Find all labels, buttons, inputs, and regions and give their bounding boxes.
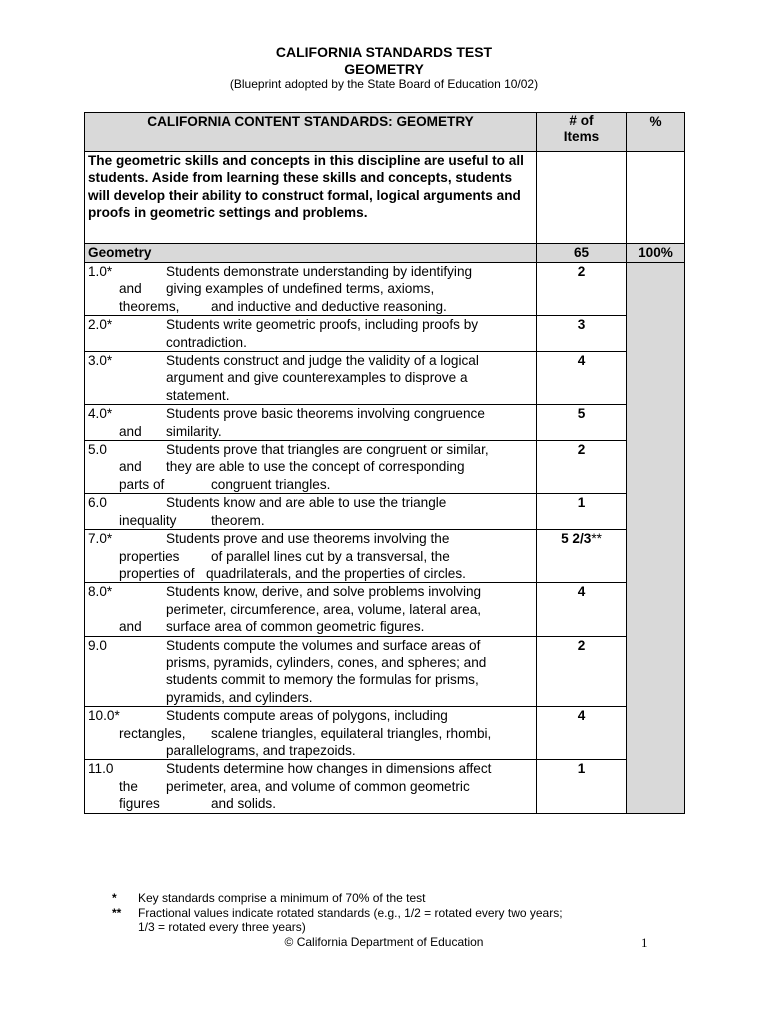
standard-cell <box>85 494 537 530</box>
standard-line: perimeter, area, and volume of common geometric <box>166 778 470 794</box>
standard-cell <box>85 316 537 352</box>
standard-line: students commit to memory the formulas for prisms, <box>166 672 479 688</box>
standard-line-wrap <box>88 565 533 582</box>
standard-line: Students compute the volumes and surface areas of <box>166 637 481 653</box>
standard-cell <box>85 583 537 636</box>
standard-line: Students know and are able to use the triangle <box>166 495 447 511</box>
standard-line: perimeter, circumference, area, volume, lateral area, <box>166 601 482 617</box>
standard-line: argument and give counterexamples to disprove a <box>166 370 468 386</box>
standard-id: 3.0* <box>88 353 113 369</box>
table-row <box>85 760 685 813</box>
standard-lead <box>88 334 166 351</box>
standard-lead <box>88 369 166 386</box>
standard-lead <box>88 671 166 688</box>
standard-items: 2 <box>537 636 627 707</box>
footnote-rotated-standards <box>112 906 563 920</box>
standard-line-wrap <box>88 795 533 812</box>
standard-lead: theorems, <box>119 298 180 314</box>
standard-line: parallelograms, and trapezoids. <box>166 742 356 758</box>
standard-line-wrap <box>88 476 533 493</box>
table-row <box>85 441 685 494</box>
standard-lead: properties <box>119 548 180 564</box>
standard-items: 3 <box>537 316 627 352</box>
items-column-header <box>537 113 627 152</box>
standard-line: surface area of common geometric figures. <box>166 619 425 635</box>
test-title: CALIFORNIA STANDARDS TEST <box>275 44 493 60</box>
standard-line: contradiction. <box>166 334 247 350</box>
table-header-row <box>85 113 685 152</box>
standard-line: giving examples of undefined terms, axioms, <box>166 281 435 297</box>
standard-id: 5.0 <box>88 442 107 458</box>
standard-line: Students know, derive, and solve problems involving <box>166 584 482 600</box>
standard-lead: properties of <box>119 565 195 581</box>
standard-line: pyramids, and cylinders. <box>166 689 313 705</box>
blueprint-table <box>84 112 685 814</box>
standard-line: Students construct and judge the validity of a logical <box>166 353 479 369</box>
standard-line: statement. <box>166 387 230 403</box>
items-header-line2: Items <box>563 129 600 144</box>
table-row <box>85 352 685 405</box>
standard-id: 6.0 <box>88 495 107 511</box>
items-footnote-mark: ** <box>591 531 602 547</box>
footnote-rotated-continued: 1/3 = rotated every three years) <box>138 920 306 934</box>
items-value: 5 2/3 <box>561 531 592 547</box>
standard-id: 9.0 <box>88 637 107 653</box>
standard-line: Students compute areas of polygons, including <box>166 708 448 724</box>
standard-cell <box>85 760 537 813</box>
standard-id: 7.0* <box>88 531 113 547</box>
table-row <box>85 530 685 583</box>
standard-lead: and <box>119 281 142 297</box>
standard-lead <box>88 654 166 671</box>
standard-line: Students prove that triangles are congruent or similar, <box>166 442 489 458</box>
percent-shaded-cell <box>627 263 685 814</box>
blueprint-note: (Blueprint adopted by the State Board of Education 10/02) <box>229 77 539 91</box>
standard-lead <box>88 601 166 618</box>
footnote-key-standards <box>112 891 425 905</box>
table-row <box>85 494 685 530</box>
table-row <box>85 316 685 352</box>
footnote-text: Key standards comprise a minimum of 70% of the test <box>138 891 426 905</box>
standard-line: prisms, pyramids, cylinders, cones, and spheres; and <box>166 654 487 670</box>
standard-id: 8.0* <box>88 584 113 600</box>
standard-cell <box>85 530 537 583</box>
standard-lead: and <box>119 619 142 635</box>
table-row <box>85 707 685 760</box>
standard-items: 1 <box>537 760 627 813</box>
test-subject: GEOMETRY <box>344 61 424 77</box>
standard-line: of parallel lines cut by a transversal, the <box>211 548 450 564</box>
section-percent: 100% <box>627 244 685 263</box>
standard-lead <box>88 689 166 706</box>
standard-cell <box>85 405 537 441</box>
table-row <box>85 583 685 636</box>
standard-line: they are able to use the concept of corresponding <box>166 459 465 475</box>
standard-items: 1 <box>537 494 627 530</box>
footnote-text: Fractional values indicate rotated standards (e.g., 1/2 = rotated every two years; <box>138 906 563 920</box>
section-name: Geometry <box>85 244 537 263</box>
table-row <box>85 636 685 707</box>
items-header-line1: # of <box>569 113 594 128</box>
standard-cell <box>85 441 537 494</box>
standard-lead <box>88 742 166 759</box>
standard-items: 4 <box>537 352 627 405</box>
standard-cell <box>85 707 537 760</box>
standard-line: Students write geometric proofs, including proofs by <box>166 317 479 333</box>
standard-id: 11.0 <box>88 761 114 777</box>
copyright-notice: © California Department of Education <box>284 935 484 949</box>
standard-lead: and <box>119 459 142 475</box>
standard-id: 4.0* <box>88 406 113 422</box>
standard-line: congruent triangles. <box>211 476 331 492</box>
document-header <box>0 44 768 92</box>
standard-line: and solids. <box>211 796 276 812</box>
standard-items <box>537 530 627 583</box>
standard-id: 2.0* <box>88 317 113 333</box>
intro-percent-cell <box>627 152 685 244</box>
section-items: 65 <box>537 244 627 263</box>
standard-line: quadrilaterals, and the properties of circles. <box>206 565 466 581</box>
standard-lead: figures <box>119 796 160 812</box>
standard-line: theorem. <box>211 512 265 528</box>
standard-id: 10.0* <box>88 708 120 724</box>
standard-lead: the <box>119 778 138 794</box>
standard-lead: and <box>119 423 142 439</box>
standard-cell <box>85 352 537 405</box>
standard-lead: inequality <box>119 512 177 528</box>
standard-lead: parts of <box>119 476 165 492</box>
standard-line-wrap <box>88 298 533 315</box>
intro-row <box>85 152 685 244</box>
table-row <box>85 405 685 441</box>
standard-line: Students prove basic theorems involving congruence <box>166 406 485 422</box>
standard-items: 4 <box>537 583 627 636</box>
standard-line: Students prove and use theorems involving the <box>166 531 450 547</box>
footnote-mark: * <box>112 891 117 905</box>
standard-id: 1.0* <box>88 264 113 279</box>
footnote-mark: ** <box>112 906 122 920</box>
standard-line: scalene triangles, equilateral triangles, rhombi, <box>211 725 492 741</box>
standard-cell <box>85 636 537 707</box>
standard-items: 4 <box>537 707 627 760</box>
section-row <box>85 244 685 263</box>
percent-column-header: % <box>627 113 685 152</box>
standard-line-wrap <box>88 548 533 565</box>
standard-lead <box>88 387 166 404</box>
standard-items: 5 <box>537 405 627 441</box>
standard-line: similarity. <box>166 423 222 439</box>
standard-line: Students demonstrate understanding by identifying <box>166 264 473 279</box>
standard-line-wrap <box>88 725 533 742</box>
standard-line: and inductive and deductive reasoning. <box>211 298 447 314</box>
page-number: 1 <box>641 935 648 950</box>
standards-column-header: CALIFORNIA CONTENT STANDARDS: GEOMETRY <box>85 113 537 152</box>
standard-line: Students determine how changes in dimensions affect <box>166 761 492 777</box>
standard-lead: rectangles, <box>119 725 186 741</box>
table-row <box>85 263 685 316</box>
intro-items-cell <box>537 152 627 244</box>
standard-items: 2 <box>537 263 627 316</box>
standard-cell <box>85 263 537 316</box>
intro-text: The geometric skills and concepts in this discipline are useful to all students. Aside from learning these skills and concepts, students will develop their ability to construct formal, logical arguments and proofs in geometric settings and problems. <box>85 152 537 244</box>
standard-items: 2 <box>537 441 627 494</box>
standard-line-wrap <box>88 512 533 529</box>
